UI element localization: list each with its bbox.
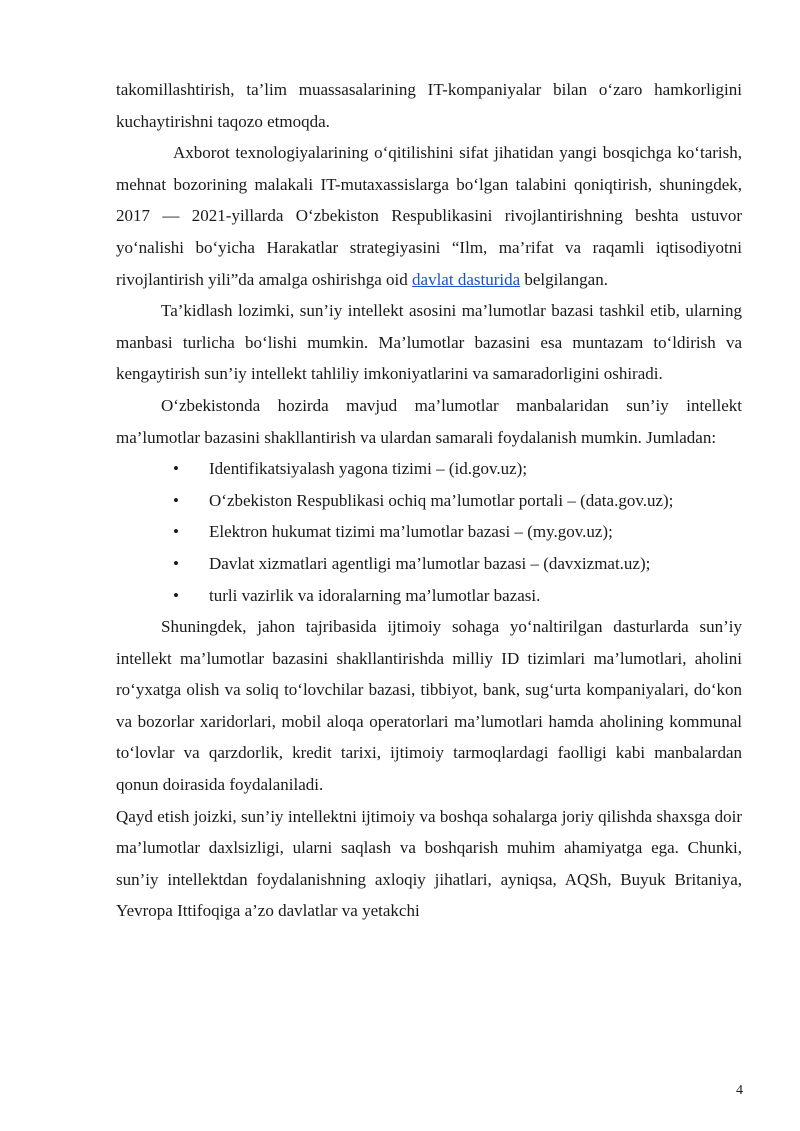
list-item (116, 548, 742, 580)
document-page (116, 74, 742, 927)
list-item-text: turli vazirlik va idoralarning ma’lumotlar bazasi. (209, 585, 541, 605)
list-item (116, 453, 742, 485)
bullet-icon: • (173, 490, 179, 510)
bullet-icon: • (173, 522, 179, 542)
paragraph-3: Ta’kidlash lozimki, sun’iy intellekt asosini ma’lumotlar bazasi tashkil etib, ularning manbasi turlicha bo‘lishi mumkin. Ma’lumotlar bazasini esa muntazam to‘ldirish va kengaytirish sun’iy intellekt tahliliy imkoniyatlarini va samaradorligini oshiradi. (116, 301, 742, 384)
paragraph-2-text-after: belgilangan. (520, 269, 608, 289)
paragraph-2-text-before: Axborot texnologiyalarining o‘qitilishini sifat jihatidan yangi bosqichga ko‘tarish, mehnat bozorining malakali IT-mutaxassislarga bo‘lgan talabini qoniqtirish, shuningdek, 2017 — 2021-yillarda O‘zbekiston Respublikasini rivojlantirishning beshta ustuvor yo‘nalishi bo‘yicha Harakatlar strategiyasini “Ilm, ma’rifat va raqamli iqtisodiyotni rivojlantirish yili”da amalga oshirishga oid (116, 143, 742, 289)
list-item (116, 485, 742, 517)
paragraph-5: Shuningdek, jahon tajribasida ijtimoiy sohaga yo‘naltirilgan dasturlarda sun’iy intellekt ma’lumotlar bazasini shakllantirishda milliy ID tizimlari ma’lumotlari, aholini ro‘yxatga olish va soliq to‘lovchilar bazasi, tibbiyot, bank, sug‘urta kompaniyalari, do‘kon va bozorlar xaridorlari, mobil aloqa operatorlari ma’lumotlari hamda aholining kommunal to‘lovlar va qarzdorlik, kredit tarixi, ijtimoiy tarmoqlardagi faolligi kabi manbalardan qonun doirasida foydalaniladi. (116, 617, 742, 795)
list-item-text: Davlat xizmatlari agentligi ma’lumotlar bazasi – (davxizmat.uz); (209, 553, 651, 573)
page-number: 4 (736, 1083, 743, 1098)
paragraph-6: Qayd etish joizki, sun’iy intellektni ijtimoiy va boshqa sohalarga joriy qilishda shaxsga doir ma’lumotlar daxlsizligi, ularni saqlash va boshqarish muhim ahamiyatga ega. Chunki, sun’iy intellektdan foydalanishning axloqiy jihatlari, ayniqsa, AQSh, Buyuk Britaniya, Yevropa Ittifoqiga a’zo davlatlar va yetakchi (116, 806, 742, 921)
list-item-text: Identifikatsiyalash yagona tizimi – (id.gov.uz); (209, 459, 528, 479)
paragraph-2 (116, 137, 742, 295)
bullet-icon: • (173, 585, 179, 605)
list-item-text: Elektron hukumat tizimi ma’lumotlar bazasi – (my.gov.uz); (209, 522, 613, 542)
list-item-text: O‘zbekiston Respublikasi ochiq ma’lumotlar portali – (data.gov.uz); (209, 490, 674, 510)
paragraph-1: takomillashtirish, ta’lim muassasalarining IT-kompaniyalar bilan o‘zaro hamkorligini kuchaytirishni taqozo etmoqda. (116, 80, 742, 131)
list-item (116, 516, 742, 548)
bullet-icon: • (173, 553, 179, 573)
bullet-icon: • (173, 459, 179, 479)
data-sources-list (116, 453, 742, 611)
list-item (116, 580, 742, 612)
paragraph-4: O‘zbekistonda hozirda mavjud ma’lumotlar manbalaridan sun’iy intellekt ma’lumotlar bazasini shakllantirish va ulardan samarali foydalanish mumkin. Jumladan: (116, 395, 742, 447)
davlat-dasturida-link[interactable]: davlat dasturida (412, 269, 521, 289)
